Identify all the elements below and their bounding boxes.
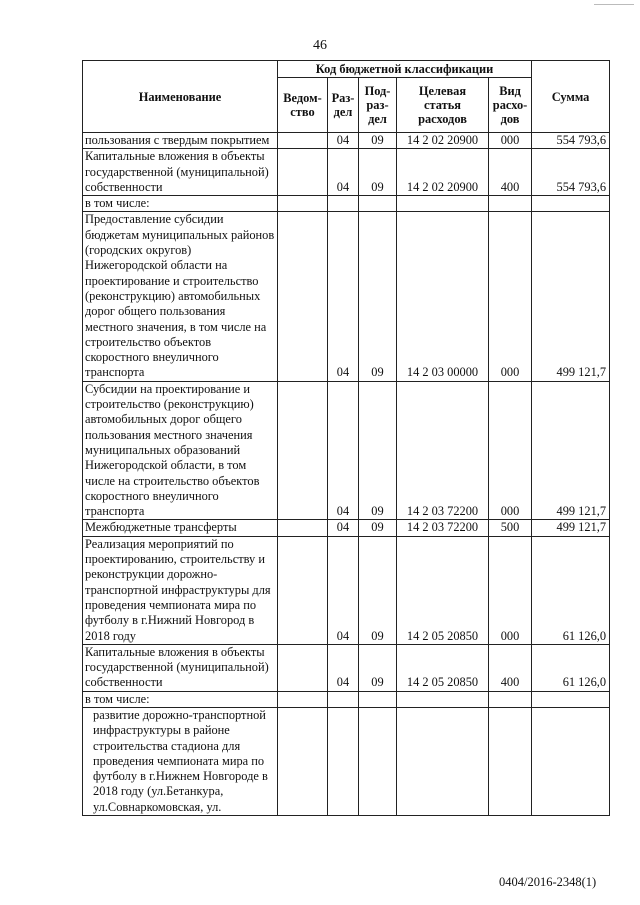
row-name: в том числе: (83, 691, 278, 707)
row-subsection (359, 707, 397, 815)
header-expense-type: Вид расхо-дов (489, 78, 532, 133)
row-amount: 499 121,7 (532, 212, 610, 381)
row-section (328, 691, 359, 707)
row-name: в том числе: (83, 196, 278, 212)
row-type (489, 707, 532, 815)
row-type: 500 (489, 520, 532, 536)
row-section: 04 (328, 133, 359, 149)
row-section: 04 (328, 644, 359, 691)
row-type: 000 (489, 381, 532, 520)
row-ministry (278, 707, 328, 815)
table-row (83, 212, 610, 381)
row-type: 400 (489, 149, 532, 196)
row-amount: 499 121,7 (532, 381, 610, 520)
table-row (83, 133, 610, 149)
row-ministry (278, 149, 328, 196)
row-ministry (278, 536, 328, 644)
row-target (397, 691, 489, 707)
row-section: 04 (328, 520, 359, 536)
table-row (83, 196, 610, 212)
table-row (83, 707, 610, 815)
table-row (83, 644, 610, 691)
table-row (83, 381, 610, 520)
row-ministry (278, 520, 328, 536)
row-amount: 499 121,7 (532, 520, 610, 536)
row-target: 14 2 03 72200 (397, 520, 489, 536)
row-amount (532, 707, 610, 815)
header-target-item: Целевая статья расходов (397, 78, 489, 133)
row-amount: 61 126,0 (532, 536, 610, 644)
row-ministry (278, 381, 328, 520)
header-ministry: Ведом-ство (278, 78, 328, 133)
row-type: 000 (489, 212, 532, 381)
row-section (328, 196, 359, 212)
row-subsection (359, 196, 397, 212)
header-classification: Код бюджетной классификации (278, 61, 532, 78)
row-section: 04 (328, 381, 359, 520)
header-subsection: Под-раз-дел (359, 78, 397, 133)
row-subsection: 09 (359, 133, 397, 149)
row-target: 14 2 02 20900 (397, 149, 489, 196)
row-ministry (278, 691, 328, 707)
page-number: 46 (313, 38, 327, 53)
row-section: 04 (328, 212, 359, 381)
row-name: Реализация мероприятий по проектированию, строительству и реконструкции дорожно-транспортной инфраструктуры для проведения чемпионата мира по футболу в г.Нижний Новгород в 2018 году (83, 536, 278, 644)
row-amount: 554 793,6 (532, 133, 610, 149)
row-ministry (278, 644, 328, 691)
row-target: 14 2 05 20850 (397, 644, 489, 691)
row-name: Капитальные вложения в объекты государственной (муниципальной) собственности (83, 149, 278, 196)
table-row (83, 536, 610, 644)
table-row (83, 691, 610, 707)
row-name: Капитальные вложения в объекты государственной (муниципальной) собственности (83, 644, 278, 691)
row-target (397, 196, 489, 212)
row-amount: 61 126,0 (532, 644, 610, 691)
row-subsection: 09 (359, 536, 397, 644)
header-name: Наименование (83, 61, 278, 133)
row-name: Предоставление субсидии бюджетам муниципальных районов (городских округов) Нижегородской области на проектирование и строительство (реконструкцию) автомобильных дорог общего пользования местного значения, в том числе на строительство объектов скоростного внеуличного транспорта (83, 212, 278, 381)
row-ministry (278, 196, 328, 212)
table-row (83, 520, 610, 536)
row-target (397, 707, 489, 815)
row-ministry (278, 212, 328, 381)
scan-edge-mark (594, 4, 634, 5)
document-code: 0404/2016-2348(1) (499, 875, 597, 889)
row-subsection: 09 (359, 381, 397, 520)
row-name: Субсидии на проектирование и строительство (реконструкцию) автомобильных дорог общего пользования местного значения муниципальных образований Нижегородской области, в том числе на строительство объектов скоростного внеуличного транспорта (83, 381, 278, 520)
row-ministry (278, 133, 328, 149)
row-subsection: 09 (359, 520, 397, 536)
row-name: пользования с твердым покрытием (83, 133, 278, 149)
row-target: 14 2 02 20900 (397, 133, 489, 149)
row-type (489, 691, 532, 707)
row-target: 14 2 03 72200 (397, 381, 489, 520)
row-subsection: 09 (359, 212, 397, 381)
row-amount: 554 793,6 (532, 149, 610, 196)
row-type: 000 (489, 133, 532, 149)
row-amount (532, 196, 610, 212)
row-subsection (359, 691, 397, 707)
budget-table (82, 60, 610, 816)
row-subsection: 09 (359, 644, 397, 691)
row-target: 14 2 03 00000 (397, 212, 489, 381)
row-name: развитие дорожно-транспортной инфраструктуры в районе строительства стадиона для проведения чемпионата мира по футболу в г.Нижнем Новгороде в 2018 году (ул.Бетанкура, ул.Совнаркомовская, ул. (83, 707, 278, 815)
header-section: Раз-дел (328, 78, 359, 133)
row-section (328, 707, 359, 815)
header-amount: Сумма (532, 61, 610, 133)
row-amount (532, 691, 610, 707)
row-type: 000 (489, 536, 532, 644)
row-type: 400 (489, 644, 532, 691)
row-subsection: 09 (359, 149, 397, 196)
row-section: 04 (328, 536, 359, 644)
row-type (489, 196, 532, 212)
table-row (83, 149, 610, 196)
row-name: Межбюджетные трансферты (83, 520, 278, 536)
row-target: 14 2 05 20850 (397, 536, 489, 644)
row-section: 04 (328, 149, 359, 196)
